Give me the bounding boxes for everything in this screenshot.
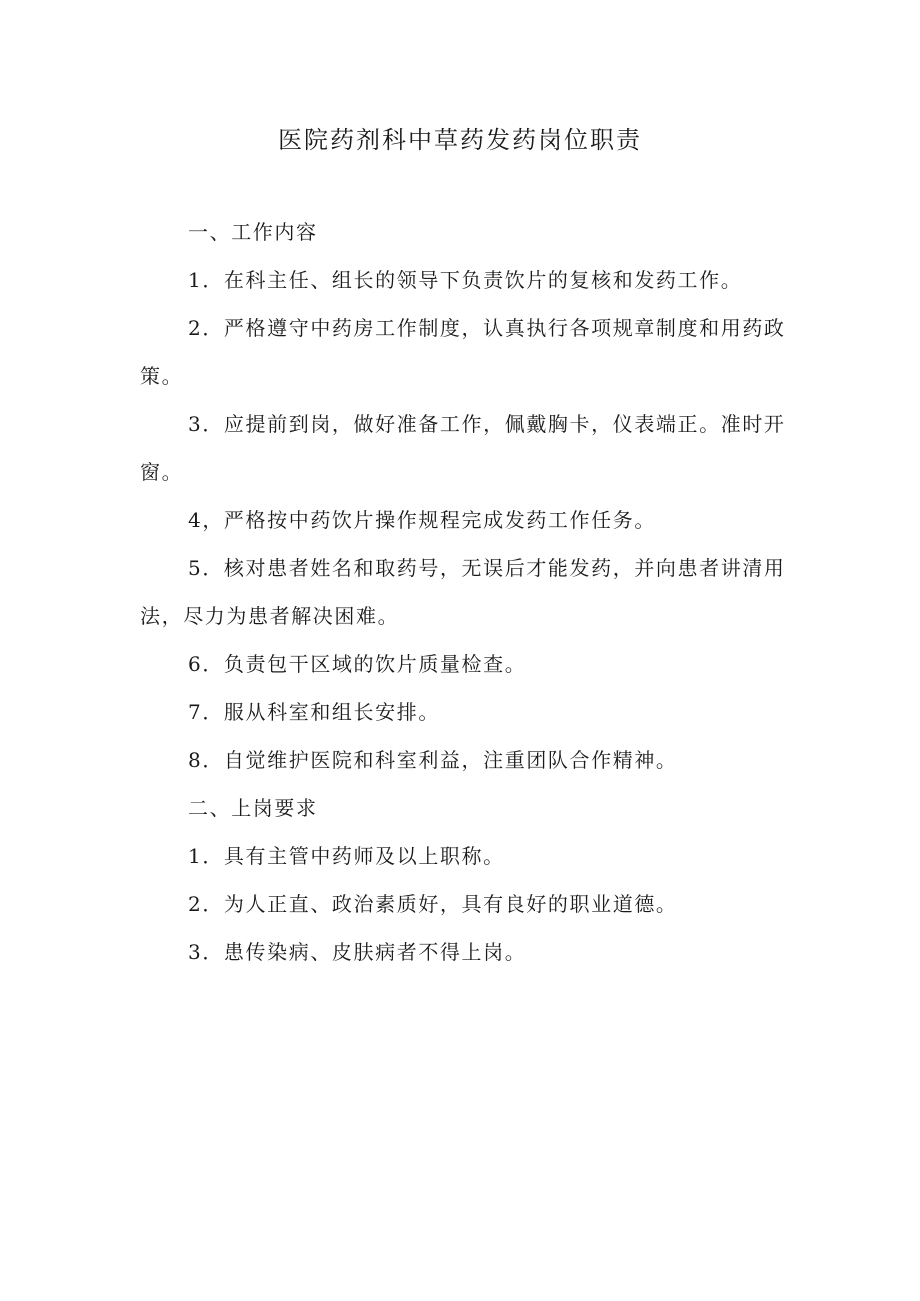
work-item-7: 7．服从科室和组长安排。 <box>188 700 440 724</box>
document-body <box>140 208 790 976</box>
work-item-4: 4，严格按中药饮片操作规程完成发药工作任务。 <box>188 508 656 532</box>
section-heading-work-content: 一、工作内容 <box>188 220 318 244</box>
requirement-item-3: 3．患传染病、皮肤病者不得上岗。 <box>188 940 527 964</box>
work-item-5: 5．核对患者姓名和取药号，无误后才能发药，并向患者讲清用法，尽力为患者解决困难。 <box>140 556 786 628</box>
requirement-item-1: 1．具有主管中药师及以上职称。 <box>188 844 505 868</box>
section-heading-job-requirements: 二、上岗要求 <box>188 796 318 820</box>
work-item-1: 1．在科主任、组长的领导下负责饮片的复核和发药工作。 <box>188 268 743 292</box>
work-item-3: 3．应提前到岗，做好准备工作，佩戴胸卡，仪表端正。准时开窗。 <box>140 412 786 484</box>
document-title: 医院药剂科中草药发药岗位职责 <box>278 126 642 154</box>
work-item-8: 8．自觉维护医院和科室利益，注重团队合作精神。 <box>188 748 678 772</box>
work-item-2: 2．严格遵守中药房工作制度，认真执行各项规章制度和用药政策。 <box>140 316 786 388</box>
work-item-6: 6．负责包干区域的饮片质量检查。 <box>188 652 527 676</box>
requirement-item-2: 2．为人正直、政治素质好，具有良好的职业道德。 <box>188 892 678 916</box>
